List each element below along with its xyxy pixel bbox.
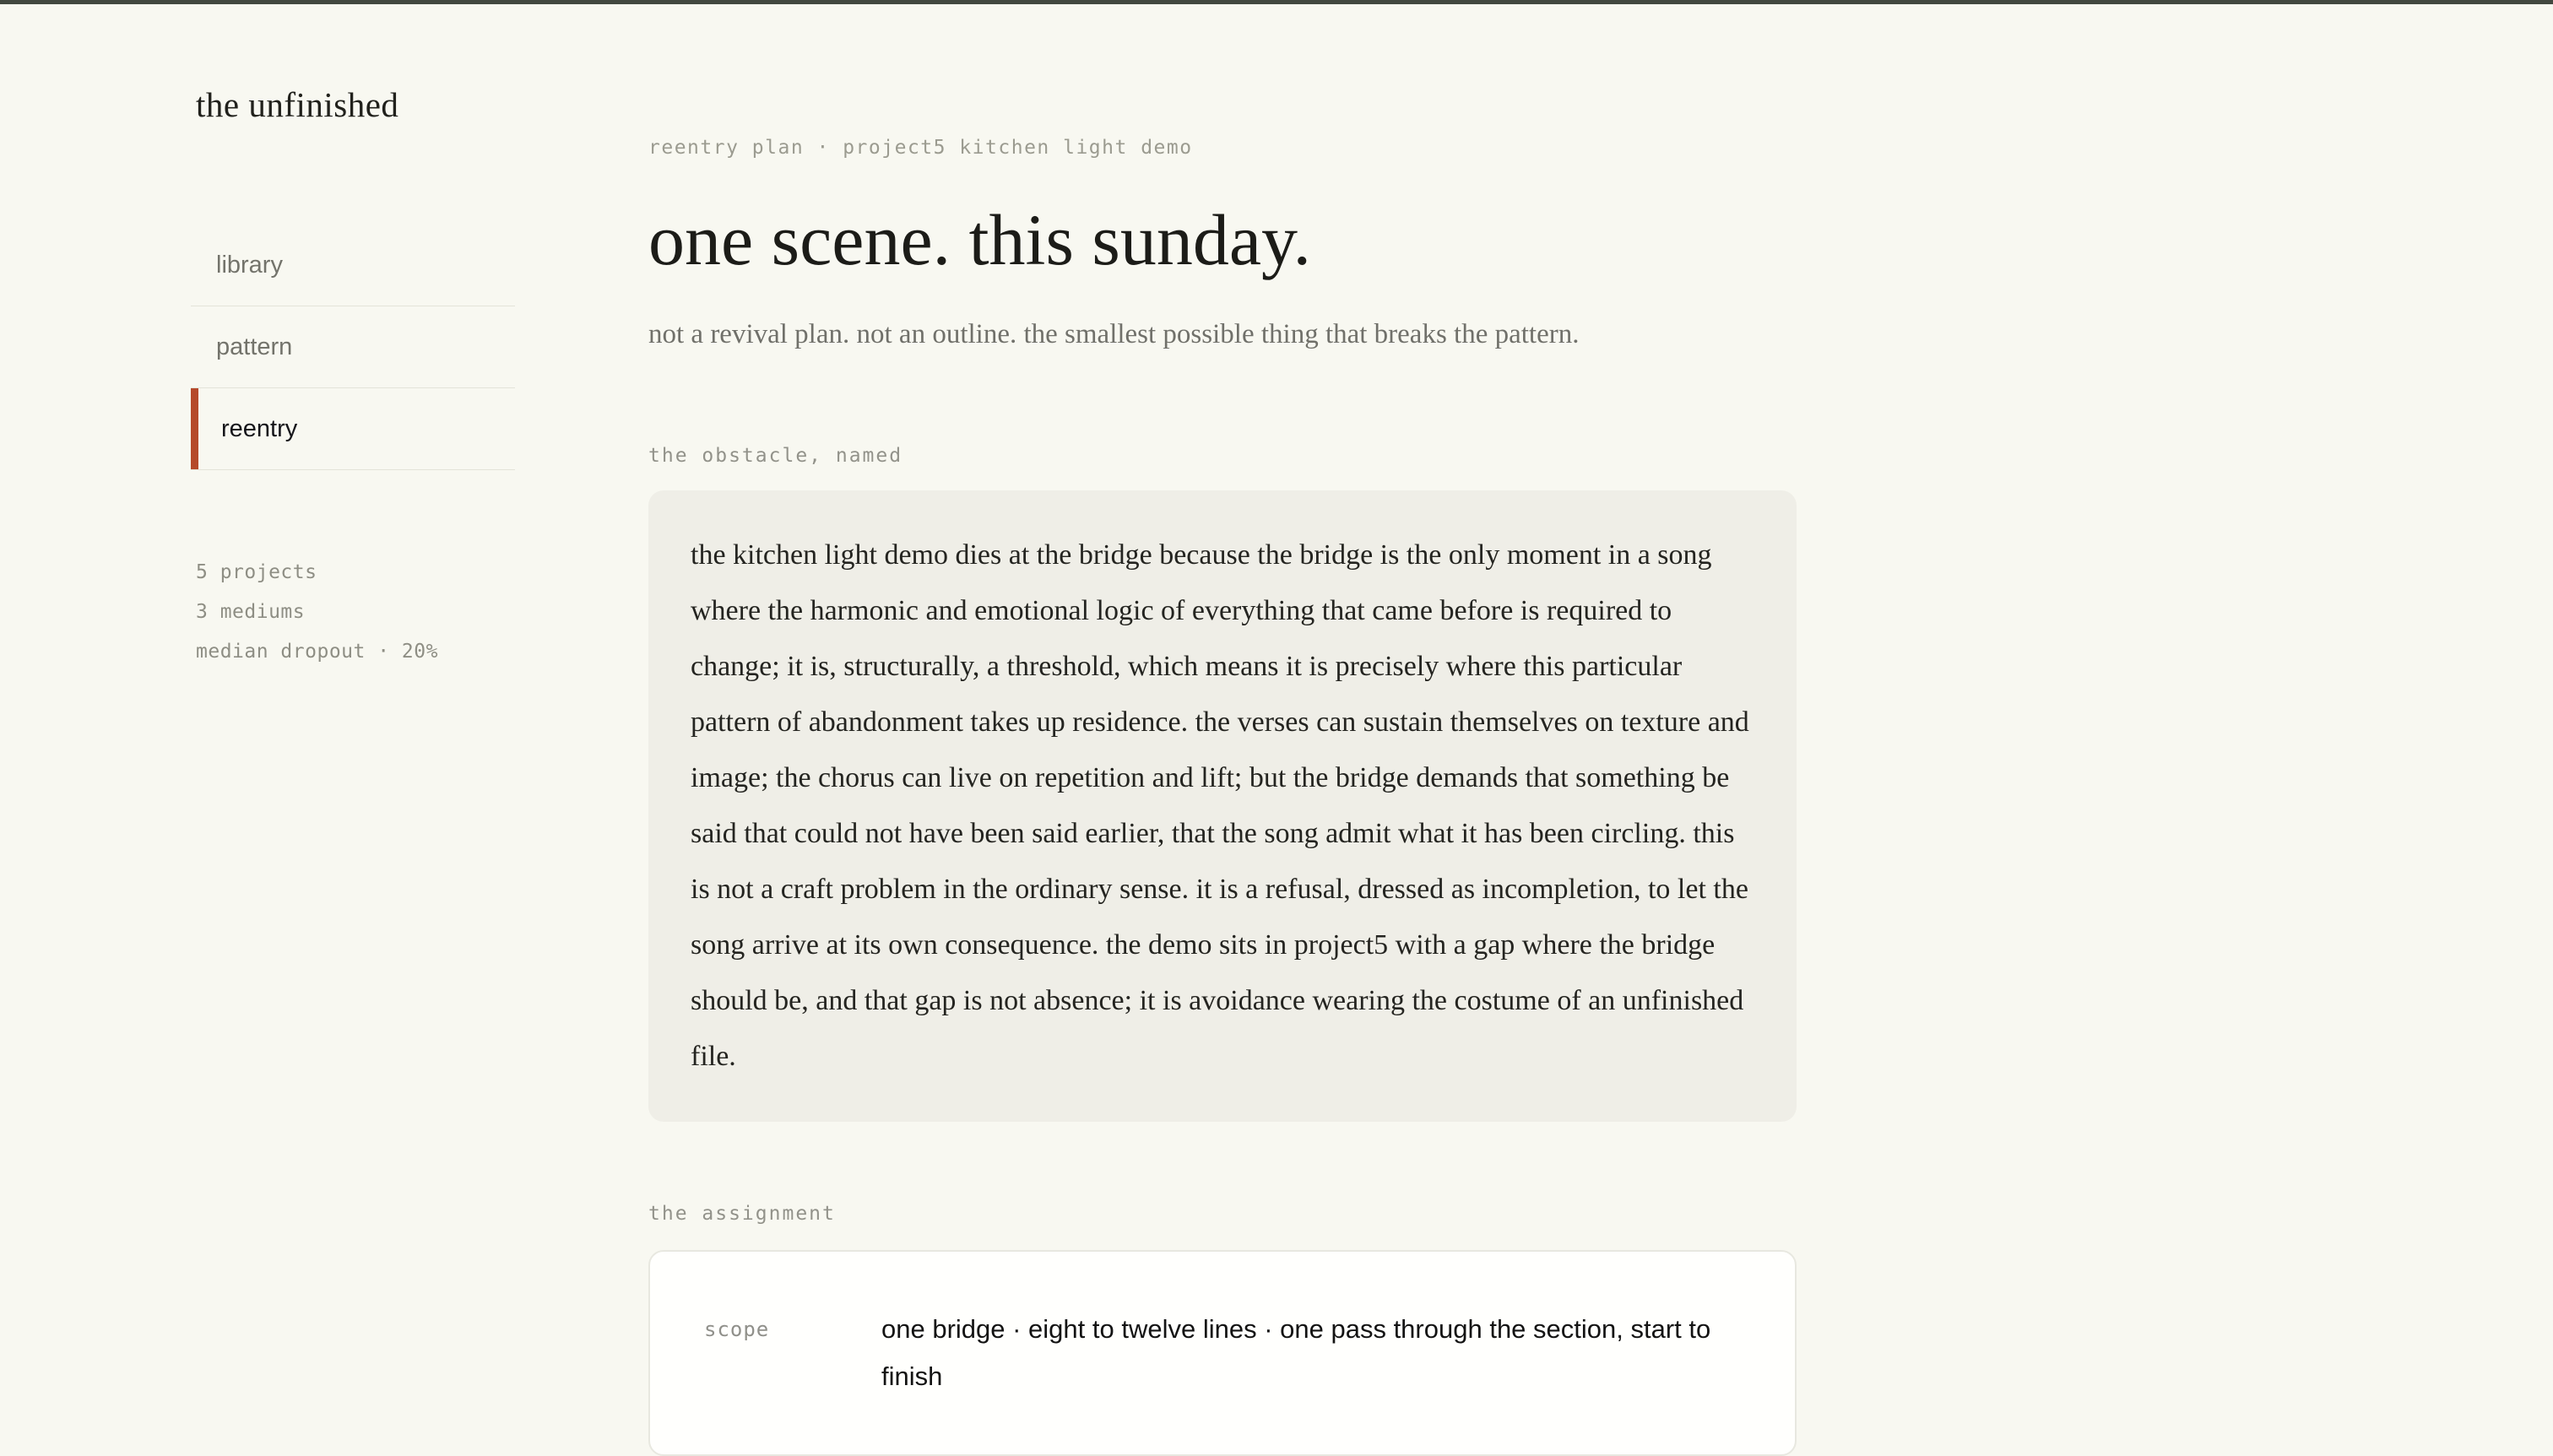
stat-mediums: 3 mediums [196,601,306,623]
sidebar-stats [191,553,515,672]
assignment-row-scope [704,1306,1741,1400]
main-content [648,0,1797,1456]
sidebar-item-library[interactable] [191,225,515,306]
sidebar-item-label: pattern [216,333,293,360]
stat-median-dropout: median dropout · 20% [196,641,438,663]
sidebar-item-label: library [216,251,283,279]
sidebar-item-label: reentry [221,414,298,442]
stat-projects: 5 projects [196,561,317,583]
page-subtitle: not a revival plan. not an outline. the smallest possible thing that breaks the pattern. [648,319,1580,349]
section-label-assignment: the assignment [648,1203,836,1225]
assignment-card [648,1250,1797,1456]
breadcrumb: reentry plan · project5 kitchen light demo [648,137,1193,159]
active-indicator-bar [191,388,198,469]
page-title: one scene. this sunday. [648,199,1311,280]
assignment-value: one bridge · eight to twelve lines · one pass through the section, start to finish [881,1314,1711,1391]
app-title: the unfinished [196,85,399,124]
section-label-obstacle: the obstacle, named [648,445,903,467]
assignment-key: scope [704,1318,770,1341]
sidebar-item-pattern[interactable] [191,306,515,388]
obstacle-body-text: the kitchen light demo dies at the bridge because the bridge is the only moment in a song where the harmonic and emotional logic of everything that came before is required to change; it is, structurally, a threshold, which means it is precisely where this particular pattern of abandonment takes up residence. the verses can sustain themselves on texture and image; the chorus can live on repetition and lift; but the bridge demands that something be said that could not have been said earlier, that the song admit what it has been circling. this is not a craft problem in the ordinary sense. it is a refusal, dressed as incompletion, to let the song arrive at its own consequence. the demo sits in project5 with a gap where the bridge should be, and that gap is not absence; it is avoidance wearing the costume of an unfinished file. [691,539,1749,1072]
sidebar [191,84,515,672]
sidebar-item-reentry[interactable] [191,388,515,470]
obstacle-card [648,490,1797,1122]
sidebar-nav [191,225,515,470]
